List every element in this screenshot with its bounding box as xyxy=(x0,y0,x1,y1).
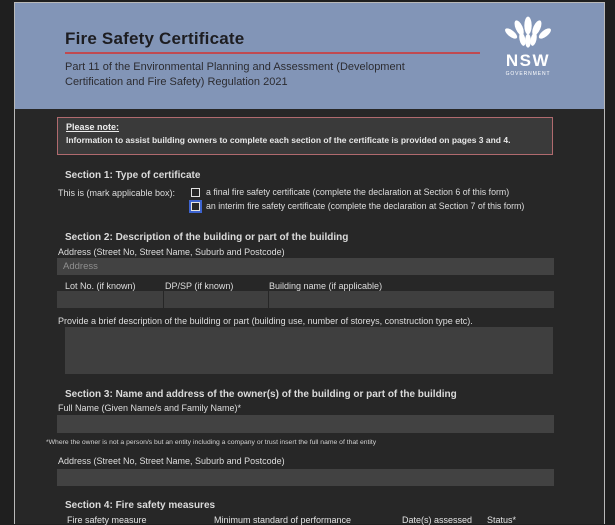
page-title: Fire Safety Certificate xyxy=(65,29,245,48)
dp-sp-input[interactable] xyxy=(163,291,268,308)
column-fire-safety-measure: Fire safety measure xyxy=(67,515,147,525)
final-certificate-label: a final fire safety certificate (complete the declaration at Section 6 of this form) xyxy=(206,187,510,197)
document-page xyxy=(14,2,605,524)
column-minimum-standard: Minimum standard of performance xyxy=(214,515,352,525)
building-name-input[interactable] xyxy=(268,291,554,308)
page-subtitle: Part 11 of the Environmental Planning and Assessment (Development Certification and Fire Safety) Regulation 2021 xyxy=(65,61,405,88)
building-description-textarea[interactable] xyxy=(65,327,553,374)
building-address-input[interactable] xyxy=(57,258,554,275)
final-certificate-checkbox[interactable] xyxy=(191,188,200,197)
interim-certificate-label: an interim fire safety certificate (complete the declaration at Section 7 of this form) xyxy=(206,201,525,211)
column-dates-assessed: Date(s) assessed xyxy=(402,515,473,525)
owner-address-label: Address (Street No, Street Name, Suburb and Postcode) xyxy=(58,456,285,466)
note-body: Information to assist building owners to complete each section of the certificate is provided on pages 3 and 4. xyxy=(66,135,511,145)
section-4-heading: Section 4: Fire safety measures xyxy=(65,500,216,511)
lot-number-label: Lot No. (if known) xyxy=(65,281,136,291)
lot-dp-building-field-row xyxy=(57,291,554,308)
nsw-government-logo xyxy=(492,15,564,77)
interim-certificate-checkbox[interactable] xyxy=(191,202,200,211)
waratah-icon xyxy=(502,15,554,52)
note-heading: Please note: xyxy=(66,122,120,132)
section-1-heading: Section 1: Type of certificate xyxy=(65,170,201,181)
owner-entity-footnote: *Where the owner is not a person/s but an entity including a company or trust insert the full name of that entity xyxy=(46,439,377,446)
dp-sp-label: DP/SP (if known) xyxy=(165,281,234,291)
full-name-label: Full Name (Given Name/s and Family Name)* xyxy=(58,403,242,413)
final-certificate-option xyxy=(191,187,509,197)
building-name-label: Building name (if applicable) xyxy=(269,281,383,291)
header-band xyxy=(15,3,604,109)
certificate-type-prompt: This is (mark applicable box): xyxy=(58,188,176,198)
column-status: Status* xyxy=(487,515,517,525)
logo-government-text: GOVERNMENT xyxy=(505,71,551,77)
interim-certificate-option xyxy=(191,201,524,211)
section-2-heading: Section 2: Description of the building or part of the building xyxy=(65,232,349,243)
full-name-input[interactable] xyxy=(57,415,554,433)
lot-number-input[interactable] xyxy=(57,291,163,308)
owner-address-input[interactable] xyxy=(57,469,554,486)
logo-nsw-text: NSW xyxy=(505,51,551,70)
note-box xyxy=(57,117,553,155)
section-3-heading: Section 3: Name and address of the owner(s) of the building or part of the building xyxy=(65,389,457,400)
building-address-label: Address (Street No, Street Name, Suburb and Postcode) xyxy=(58,247,285,257)
title-underline xyxy=(65,52,480,54)
building-description-label: Provide a brief description of the building or part (building use, number of storeys, construction type etc). xyxy=(58,316,473,326)
